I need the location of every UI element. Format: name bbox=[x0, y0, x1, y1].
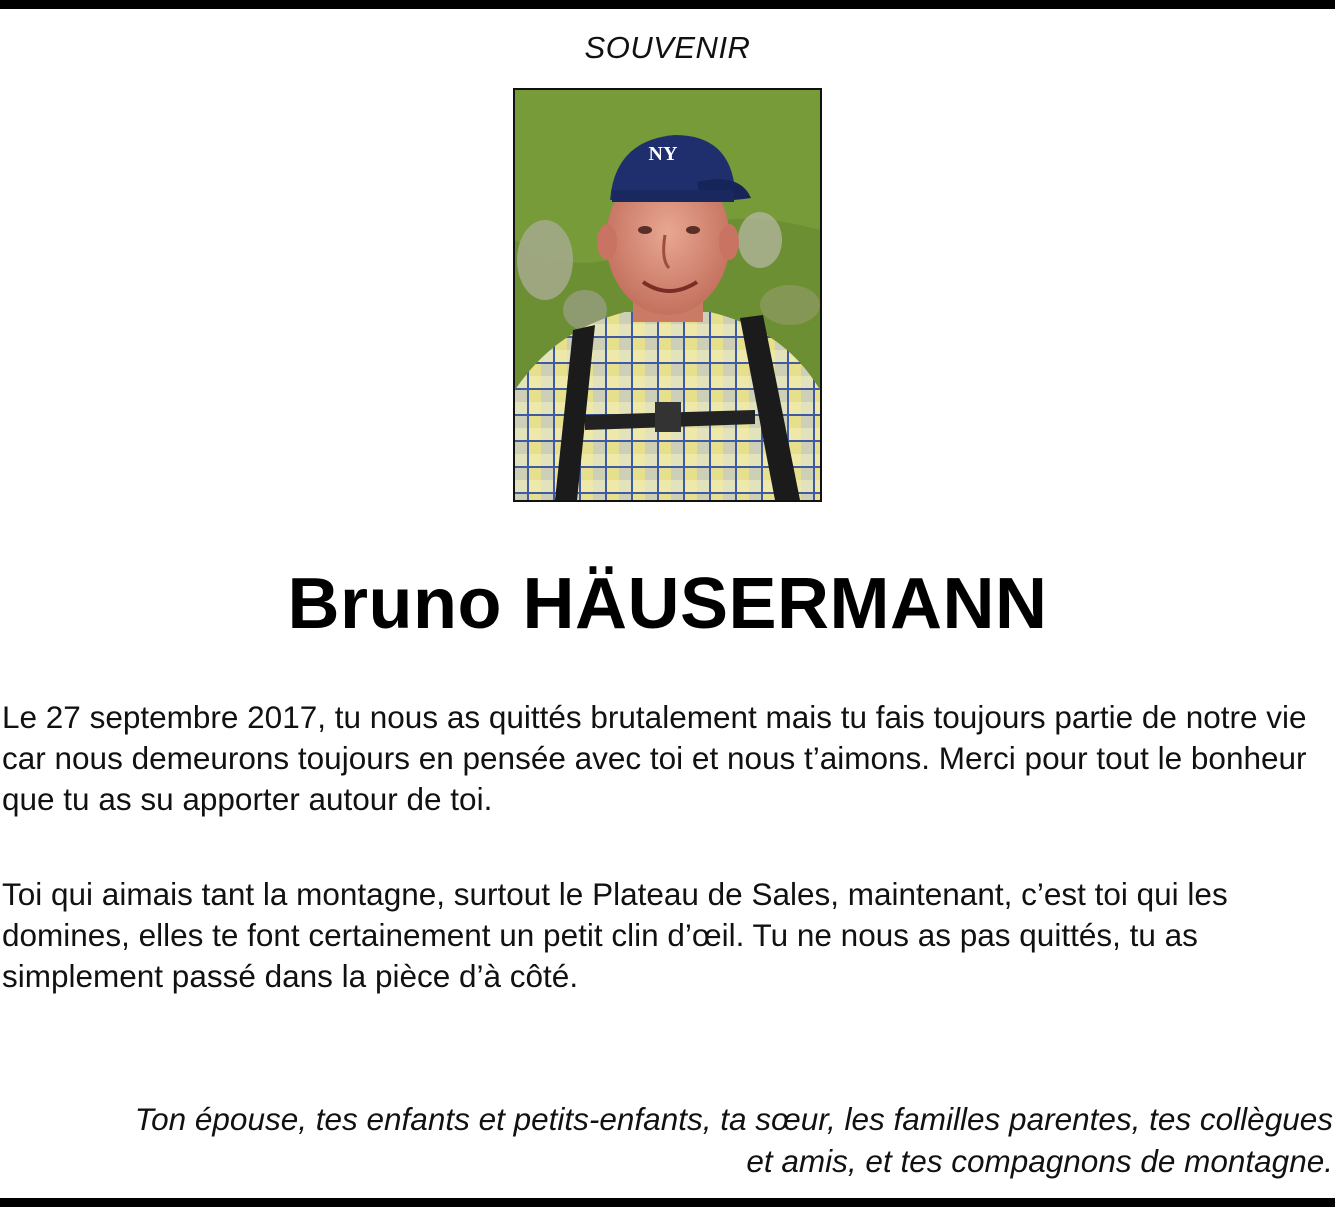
family-signature-line-2: et amis, et tes compagnons de montagne. bbox=[746, 1143, 1333, 1179]
deceased-name: Bruno HÄUSERMANN bbox=[287, 564, 1048, 644]
portrait-illustration bbox=[515, 90, 820, 500]
family-signature bbox=[0, 1098, 1333, 1182]
portrait-photo bbox=[513, 88, 822, 502]
cap-logo: NY bbox=[648, 143, 678, 165]
paragraph-memory: Le 27 septembre 2017, tu nous as quittés brutalement mais tu fais toujours partie de notre vie car nous demeurons toujours en pensée avec toi et nous t’aimons. Merci pour tout le bonheur que tu as su apporter autour de toi. bbox=[2, 699, 1307, 817]
bottom-rule bbox=[0, 1198, 1335, 1207]
top-rule bbox=[0, 0, 1335, 9]
paragraph-mountain: Toi qui aimais tant la montagne, surtout le Plateau de Sales, maintenant, c’est toi qui les domines, elles te font certainement un petit clin d’œil. Tu ne nous as pas quittés, tu as simplement passé dans la pièce d’à côté. bbox=[2, 876, 1228, 994]
family-signature-line-1: Ton épouse, tes enfants et petits-enfants, ta sœur, les familles parentes, tes collègues bbox=[134, 1101, 1333, 1137]
notice-heading: SOUVENIR bbox=[584, 30, 751, 65]
